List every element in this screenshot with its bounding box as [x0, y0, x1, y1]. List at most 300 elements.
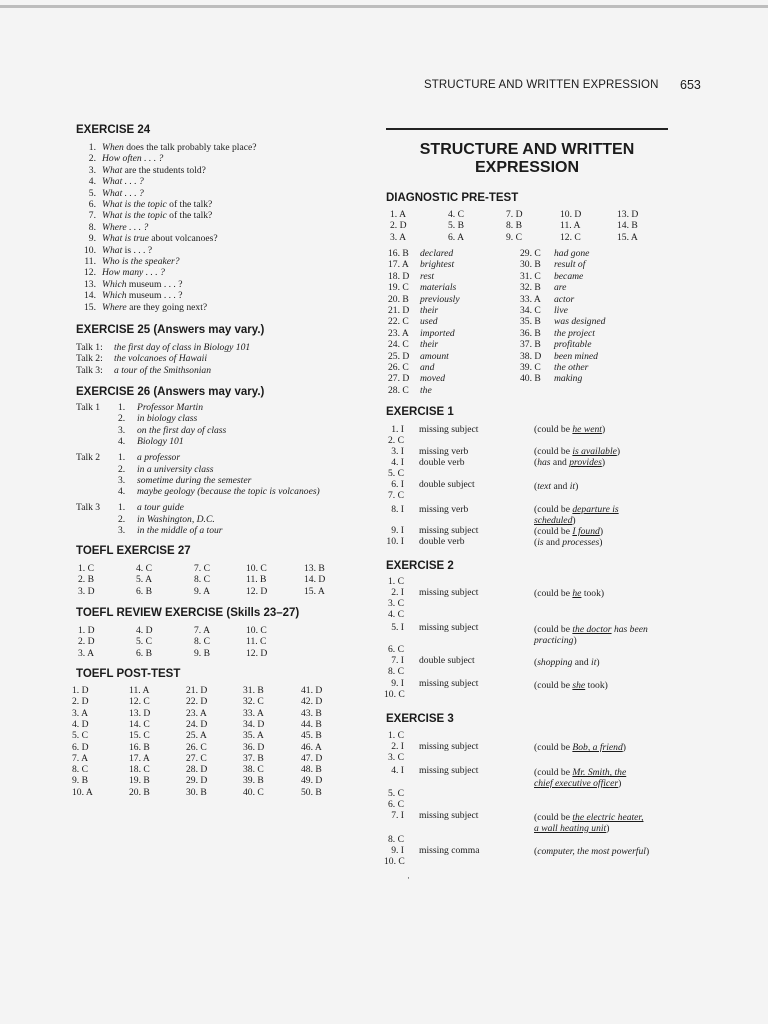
- answer-number: 35. B: [520, 316, 541, 328]
- exercise-2-heading: EXERCISE 2: [386, 560, 454, 572]
- item-number: 7. I: [391, 810, 404, 821]
- answer-cell: 2. B: [78, 574, 94, 586]
- item-number: 8.: [88, 221, 96, 233]
- answer-number: 36. B: [520, 327, 541, 339]
- note-part: ): [616, 446, 621, 457]
- answer-cell: 28. D: [186, 764, 208, 776]
- answer-cell: 1. C: [78, 563, 94, 574]
- note-part: is: [537, 537, 544, 548]
- note-part: and: [572, 657, 592, 668]
- answer-cell: 7. A: [194, 625, 210, 636]
- item-number: 11.: [84, 256, 96, 267]
- item-number: 2. I: [391, 741, 404, 752]
- answer-cell: 22. D: [186, 696, 208, 708]
- answer-cell: 10. D: [560, 209, 582, 220]
- answer-number: 26. C: [388, 362, 409, 373]
- answer-number: 19. C: [388, 282, 409, 294]
- question-rest: museum . . . ?: [126, 278, 183, 290]
- answer-cell: 9. C: [506, 231, 522, 243]
- answer-number: 20. B: [388, 293, 409, 305]
- item-number: 1. C: [388, 730, 404, 741]
- note: [534, 778, 621, 789]
- answer-cell: 14. B: [617, 220, 638, 232]
- talk-answer: a professor: [137, 452, 181, 464]
- answer-cell: 13. B: [304, 563, 325, 574]
- section-rule: [386, 128, 668, 130]
- answer-text: [102, 153, 163, 164]
- note-part: ): [645, 846, 650, 857]
- answer-word: declared: [420, 248, 454, 259]
- note-part: (could be: [534, 588, 573, 599]
- answer-cell: 26. C: [186, 741, 207, 753]
- item-number: 5.: [88, 187, 96, 199]
- answer-number: 18. D: [388, 270, 410, 282]
- item-number: 5. C: [388, 788, 404, 799]
- answer-text: [102, 176, 144, 187]
- note-part: (could be: [534, 680, 573, 691]
- note-part: Mr. Smith, the: [572, 767, 627, 778]
- note: [534, 767, 626, 778]
- item-status: missing subject: [419, 424, 479, 435]
- answer-cell: 15. C: [129, 730, 150, 742]
- answer-cell: 8. C: [72, 764, 88, 776]
- note: [534, 457, 605, 468]
- answer-word: the: [420, 384, 432, 396]
- item-number: 5. I: [391, 622, 404, 633]
- answer-cell: 40. C: [243, 786, 264, 798]
- answer-cell: 23. A: [186, 707, 207, 719]
- note-part: (could be: [534, 526, 573, 537]
- answer-cell: 8. B: [506, 220, 522, 232]
- answer-cell: 30. B: [186, 786, 207, 798]
- question-word: Who is the speaker?: [102, 256, 180, 267]
- note: [534, 504, 619, 515]
- toefl-review-heading: TOEFL REVIEW EXERCISE (Skills 23–27): [76, 607, 300, 619]
- talk-label: Talk 3:: [76, 364, 103, 376]
- answer-cell: 39. B: [243, 775, 264, 787]
- answer-word: amount: [420, 350, 449, 362]
- item-number: 1. I: [391, 424, 404, 435]
- answer-text: [102, 279, 182, 290]
- note: [534, 657, 600, 668]
- answer-text: [102, 222, 148, 233]
- answer-text: [102, 256, 180, 267]
- answer-word: used: [420, 316, 438, 328]
- answer-word: rest: [420, 270, 435, 282]
- note-part: ): [599, 537, 603, 548]
- note: [534, 624, 648, 635]
- answer-cell: 47. D: [301, 752, 323, 764]
- question-word: Where . . . ?: [102, 221, 149, 233]
- question-word: What: [102, 244, 123, 256]
- answer-cell: 1. D: [72, 685, 89, 696]
- talk-answer: in biology class: [137, 413, 198, 425]
- item-status: missing subject: [419, 765, 479, 776]
- item-status: missing subject: [419, 810, 479, 821]
- note: [534, 537, 602, 548]
- note: [534, 588, 604, 599]
- note-part: the doctor: [572, 624, 612, 635]
- note-part: Bob, a friend: [572, 742, 623, 753]
- answer-cell: 49. D: [301, 775, 323, 787]
- note-part: (: [534, 846, 538, 857]
- answer-text: [102, 165, 206, 176]
- item-number: 2. I: [391, 587, 404, 598]
- answer-cell: 13. D: [617, 209, 639, 220]
- answer-cell: 31. B: [243, 685, 264, 696]
- note-part: took): [585, 680, 608, 691]
- note-part: (could be: [534, 812, 573, 823]
- answer-cell: 7. A: [72, 752, 88, 764]
- item-number: 9. I: [391, 525, 404, 536]
- answer-cell: 7. C: [194, 563, 210, 574]
- answer-number: 32. B: [520, 282, 541, 294]
- note-part: (could be: [534, 424, 573, 435]
- note-part: has been: [611, 624, 648, 635]
- answer-cell: 16. B: [129, 741, 150, 753]
- answer-word: was designed: [554, 316, 606, 328]
- item-number: 5. C: [388, 468, 404, 479]
- item-number: 7. C: [388, 490, 404, 501]
- item-status: missing subject: [419, 741, 479, 752]
- note: [534, 635, 577, 646]
- item-number: 2.: [118, 513, 126, 525]
- question-rest: is . . . ?: [122, 244, 153, 256]
- answer-cell: 12. D: [246, 585, 268, 597]
- item-number: 10. C: [384, 856, 405, 867]
- answer-cell: 15. A: [617, 231, 638, 243]
- answer-cell: 50. B: [301, 786, 322, 798]
- answer-cell: 3. A: [390, 231, 406, 243]
- answer-cell: 20. B: [129, 786, 150, 798]
- answer-cell: 15. A: [304, 585, 325, 597]
- item-status: missing comma: [419, 845, 480, 856]
- question-word: What is the topic: [102, 199, 167, 210]
- item-number: 1.: [118, 502, 126, 514]
- item-number: 2.: [118, 413, 126, 425]
- note-part: ): [618, 778, 622, 789]
- note-part: computer, the most powerful: [537, 846, 646, 857]
- question-word: What is true: [102, 233, 149, 245]
- item-number: 4. I: [391, 457, 404, 468]
- note: [534, 812, 644, 823]
- answer-cell: 9. A: [194, 585, 210, 597]
- answer-word: the project: [554, 327, 595, 339]
- note-part: ): [601, 457, 606, 468]
- answer-number: 31. C: [520, 270, 541, 282]
- note: [534, 823, 609, 834]
- answer-cell: 11. A: [129, 685, 150, 696]
- answer-number: 17. A: [388, 259, 409, 271]
- item-number: 9.: [88, 233, 96, 245]
- answer-word: moved: [420, 373, 446, 385]
- answer-cell: 41. D: [301, 685, 323, 696]
- answer-cell: 8. C: [194, 574, 210, 586]
- note-part: he: [572, 588, 582, 599]
- answer-cell: 8. C: [194, 636, 210, 648]
- answer-cell: 34. D: [243, 718, 265, 730]
- answer-word: are: [554, 282, 567, 294]
- exercise-3-heading: EXERCISE 3: [386, 713, 454, 725]
- answer-number: 25. D: [388, 350, 410, 362]
- answer-number: 16. B: [388, 248, 409, 259]
- item-number: 15.: [84, 301, 96, 313]
- answer-word: had gone: [554, 248, 590, 259]
- answer-cell: 1. D: [78, 625, 95, 636]
- item-number: 4.: [118, 486, 126, 498]
- note-part: provides: [569, 457, 602, 468]
- note-part: departure is: [572, 504, 619, 515]
- answer-word: their: [420, 305, 439, 316]
- item-status: double subject: [419, 479, 475, 490]
- question-word: Where: [102, 301, 127, 313]
- answer-text: [102, 210, 212, 221]
- question-word: Which: [102, 290, 127, 302]
- answer-cell: 27. C: [186, 752, 207, 764]
- item-number: 3. I: [391, 446, 404, 457]
- note-part: chief executive officer: [534, 778, 619, 789]
- item-status: missing subject: [419, 622, 479, 633]
- answer-number: 39. C: [520, 362, 541, 373]
- answer-cell: 46. A: [301, 741, 322, 753]
- answer-number: 40. B: [520, 373, 541, 385]
- question-rest: about volcanoes?: [148, 233, 218, 245]
- note-part: processes: [562, 537, 600, 548]
- answer-cell: 2. D: [78, 636, 95, 648]
- item-number: 1.: [118, 452, 126, 464]
- item-number: 4.: [88, 176, 96, 188]
- scan-top-edge: [0, 5, 768, 8]
- note-part: (could be: [534, 504, 573, 515]
- note-part: (could be: [534, 446, 573, 457]
- answer-number: 21. D: [388, 305, 410, 316]
- exercise-1-heading: EXERCISE 1: [386, 406, 454, 418]
- answer-number: 23. A: [388, 327, 409, 339]
- answer-cell: 9. B: [194, 647, 210, 659]
- note-part: and: [550, 457, 570, 468]
- talk-topic: a tour of the Smithsonian: [114, 364, 212, 376]
- answer-cell: 6. B: [136, 585, 152, 597]
- item-number: 6. I: [391, 479, 404, 490]
- note-part: ): [575, 481, 579, 492]
- item-number: 6.: [88, 199, 96, 210]
- answer-cell: 11. A: [560, 220, 581, 232]
- note-part: (: [534, 481, 538, 492]
- answer-text: [102, 199, 212, 210]
- talk-label: Talk 2: [76, 452, 101, 464]
- answer-cell: 6. D: [72, 741, 89, 753]
- answer-number: 38. D: [520, 350, 542, 362]
- item-number: 4. I: [391, 765, 404, 776]
- running-header: STRUCTURE AND WRITTEN EXPRESSION: [424, 79, 659, 91]
- note-part: a wall heating unit: [534, 823, 607, 834]
- answer-text: [102, 245, 152, 256]
- talk-answer: a tour guide: [137, 502, 184, 514]
- talk-label: Talk 3: [76, 502, 101, 514]
- answer-word: the other: [554, 362, 589, 373]
- answer-number: 22. C: [388, 316, 409, 328]
- note: [534, 680, 608, 691]
- item-number: 2.: [118, 463, 126, 475]
- answer-cell: 38. C: [243, 764, 264, 776]
- item-status: missing subject: [419, 525, 479, 536]
- item-number: 7.: [88, 210, 96, 222]
- talk-answer: Professor Martin: [137, 402, 204, 413]
- question-rest: are the students told?: [122, 164, 206, 176]
- answer-cell: 6. A: [448, 231, 464, 243]
- note-part: (: [534, 657, 538, 668]
- answer-text: [102, 290, 182, 301]
- answer-cell: 19. B: [129, 775, 150, 787]
- talk-answer: in Washington, D.C.: [137, 513, 215, 525]
- answer-word: became: [554, 270, 584, 282]
- answer-cell: 7. D: [506, 209, 523, 220]
- answer-word: and: [420, 362, 435, 373]
- item-number: 1.: [88, 142, 96, 153]
- answer-cell: 43. B: [301, 707, 322, 719]
- answer-cell: 35. A: [243, 730, 264, 742]
- toefl-post-test-heading: TOEFL POST-TEST: [76, 668, 181, 680]
- answer-cell: 10. C: [246, 563, 267, 574]
- item-status: double subject: [419, 655, 475, 666]
- answer-cell: 5. C: [136, 636, 152, 648]
- question-rest: does the talk probably take place?: [123, 142, 257, 153]
- note-part: ): [596, 657, 600, 668]
- answer-text: [102, 267, 165, 278]
- talk-answer: in the middle of a tour: [137, 525, 223, 536]
- answer-word: brightest: [420, 259, 455, 271]
- answer-word: making: [554, 373, 583, 385]
- talk-answer: sometime during the semester: [137, 474, 252, 486]
- note-part: text: [537, 481, 552, 492]
- answer-cell: 42. D: [301, 696, 323, 708]
- answer-cell: 14. C: [129, 718, 150, 730]
- question-word: What: [102, 164, 123, 176]
- item-status: missing verb: [419, 446, 469, 457]
- note-part: (: [534, 537, 538, 548]
- note-part: he went: [572, 424, 602, 435]
- item-status: double verb: [419, 536, 465, 547]
- item-number: 6. C: [388, 799, 404, 810]
- talk-topic: the first day of class in Biology 101: [114, 342, 251, 353]
- question-word: What . . . ?: [102, 187, 144, 199]
- item-number: 10. C: [384, 689, 405, 700]
- item-number: 8. I: [391, 504, 404, 515]
- answer-word: their: [420, 339, 439, 351]
- item-number: 8. C: [388, 666, 404, 677]
- answer-word: result of: [554, 259, 586, 271]
- item-number: 12.: [84, 267, 96, 279]
- question-word: How often . . . ?: [102, 153, 164, 165]
- talk-answer: Biology 101: [137, 435, 184, 447]
- note: [534, 526, 603, 537]
- note-part: practicing: [534, 635, 574, 646]
- answer-cell: 21. D: [186, 685, 208, 696]
- item-number: 9. I: [391, 678, 404, 689]
- item-number: 3. C: [388, 598, 404, 609]
- answer-cell: 10. A: [72, 786, 93, 798]
- question-rest: of the talk?: [166, 210, 213, 222]
- question-rest: museum . . . ?: [126, 290, 183, 302]
- question-word: How many . . . ?: [102, 267, 165, 279]
- item-number: 1.: [118, 402, 126, 413]
- answer-cell: 12. C: [129, 696, 150, 708]
- answer-cell: 36. D: [243, 741, 265, 753]
- answer-number: 34. C: [520, 305, 541, 316]
- answer-cell: 11. B: [246, 574, 267, 586]
- answer-cell: 4. D: [136, 625, 153, 636]
- stray-mark: ·: [407, 873, 410, 883]
- answer-word: profitable: [554, 339, 592, 351]
- item-number: 14.: [84, 290, 96, 302]
- note-part: and: [543, 537, 563, 548]
- note-part: is available: [572, 446, 617, 457]
- note-part: the electric heater,: [572, 812, 644, 823]
- answer-cell: 12. D: [246, 647, 268, 659]
- question-word: When: [102, 142, 124, 153]
- note: [534, 424, 605, 435]
- exercise-26-heading: EXERCISE 26 (Answers may vary.): [76, 386, 265, 398]
- talk-label: Talk 2:: [76, 353, 103, 365]
- note-part: she: [572, 680, 586, 691]
- answer-number: 27. D: [388, 373, 410, 385]
- talk-answer: on the first day of class: [137, 424, 227, 436]
- question-rest: of the talk?: [166, 199, 213, 210]
- answer-text: [102, 188, 144, 199]
- answer-cell: 3. D: [78, 585, 95, 597]
- answer-cell: 45. B: [301, 730, 322, 742]
- answer-number: 37. B: [520, 339, 541, 351]
- answer-word: previously: [420, 293, 460, 305]
- note-part: (could be: [534, 767, 573, 778]
- answer-word: live: [554, 305, 568, 316]
- talk-answer: maybe geology (because the topic is volcanoes): [137, 486, 320, 498]
- answer-number: 24. C: [388, 339, 409, 351]
- answer-cell: 2. D: [72, 696, 89, 708]
- question-word: Which: [102, 278, 127, 290]
- item-number: 3.: [118, 474, 126, 486]
- note-part: ): [572, 515, 576, 526]
- toefl-exercise-27-heading: TOEFL EXERCISE 27: [76, 545, 191, 557]
- answer-word: imported: [420, 327, 455, 339]
- answer-cell: 17. A: [129, 752, 150, 764]
- answer-cell: 10. C: [246, 625, 267, 636]
- question-rest: are they going next?: [126, 301, 208, 313]
- answer-cell: 24. D: [186, 718, 208, 730]
- answer-cell: 32. C: [243, 696, 264, 708]
- answer-cell: 4. D: [72, 718, 89, 730]
- note-part: ): [599, 526, 604, 537]
- item-number: 6. C: [388, 644, 404, 655]
- answer-text: [102, 233, 218, 244]
- talk-answer: in a university class: [137, 463, 214, 475]
- note-part: ): [601, 424, 606, 435]
- answer-cell: 25. A: [186, 730, 207, 742]
- item-number: 1. C: [388, 576, 404, 587]
- item-status: missing subject: [419, 587, 479, 598]
- answer-cell: 1. A: [390, 209, 406, 220]
- answer-cell: 5. B: [448, 220, 464, 232]
- exercise-24-heading: EXERCISE 24: [76, 124, 151, 136]
- item-number: 3.: [88, 164, 96, 176]
- answer-text: [102, 302, 207, 313]
- note-part: it: [569, 481, 576, 492]
- note-part: it: [591, 657, 597, 668]
- item-number: 2. C: [388, 435, 404, 446]
- answer-cell: 3. A: [78, 647, 94, 659]
- note: [534, 481, 578, 492]
- talk-topic: the volcanoes of Hawaii: [114, 353, 207, 365]
